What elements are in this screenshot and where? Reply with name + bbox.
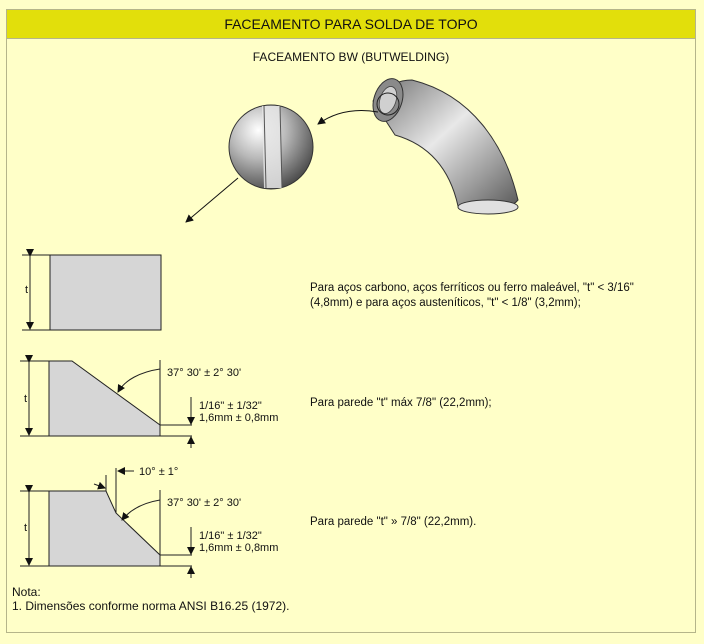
- zoom-arrow-to-profiles: [186, 178, 238, 222]
- page-title: FACEAMENTO PARA SOLDA DE TOPO: [7, 10, 695, 39]
- diagram-subtitle: FACEAMENTO BW (BUTWELDING): [252, 50, 450, 64]
- description-bevel-37: Para parede "t" máx 7/8" (22,2mm);: [310, 397, 492, 409]
- root-face-label-3b: 1,6mm ± 0,8mm: [199, 542, 279, 554]
- note-line-1: 1. Dimensões conforme norma ANSI B16.25 (1972).: [12, 599, 290, 613]
- thickness-label-2: t: [24, 393, 28, 405]
- description-compound-bevel: Para parede "t" » 7/8" (22,2mm).: [310, 516, 477, 528]
- thickness-label-3: t: [24, 522, 28, 534]
- root-face-label-2b: 1,6mm ± 0,8mm: [199, 412, 279, 424]
- zoom-arrow-to-sphere: [318, 111, 378, 125]
- note-heading: Nota:: [12, 585, 41, 599]
- description-square-end: [310, 281, 634, 311]
- elbow-pipe-illustration: [368, 75, 518, 214]
- profile-compound-bevel: [20, 466, 278, 578]
- profile-bevel-37: [20, 360, 278, 448]
- profile-square-end: [22, 255, 161, 330]
- root-face-label-3a: 1/16" ± 1/32": [199, 530, 262, 542]
- description-1-line-2: (4,8mm) e para aços austeníticos, "t" < 1/8" (3,2mm);: [310, 297, 581, 309]
- root-face-label-2a: 1/16" ± 1/32": [199, 400, 262, 412]
- magnified-edge-sphere: [229, 105, 313, 189]
- thickness-label-1: t: [25, 284, 29, 296]
- footnote: [12, 585, 289, 613]
- description-1-line-1: Para aços carbono, aços ferríticos ou ferro maleável, "t" < 3/16": [310, 282, 634, 294]
- bevel-angle-label-3: 37° 30' ± 2° 30': [167, 497, 242, 509]
- small-angle-label-3: 10° ± 1°: [139, 466, 179, 478]
- bevel-angle-label-2: 37° 30' ± 2° 30': [167, 367, 242, 379]
